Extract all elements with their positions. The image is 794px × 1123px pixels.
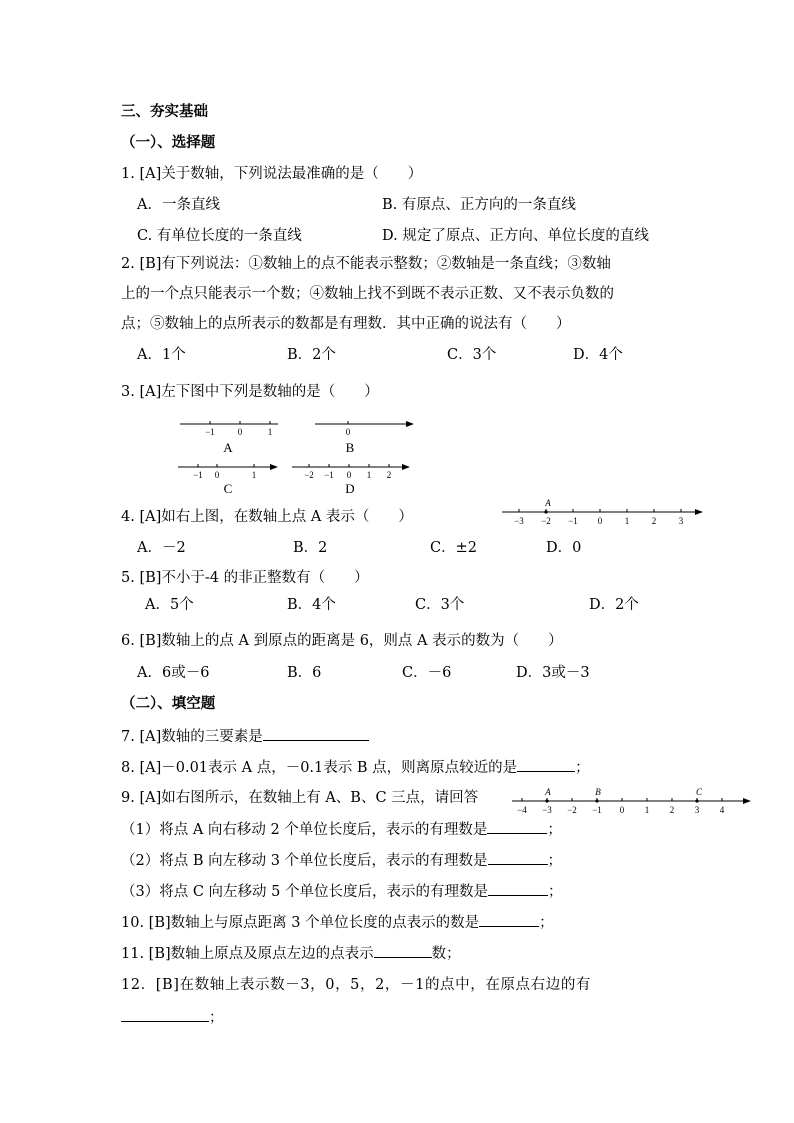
q3d-tick-5: 2 — [386, 470, 392, 480]
q9-stem: 9. [A]如右图所示，在数轴上有 A、B、C 三点，请回答 — [121, 790, 479, 806]
q9-sub3-blank[interactable] — [488, 881, 548, 896]
q3-fig-d — [292, 464, 410, 496]
q4-point-a — [544, 510, 547, 513]
q2-option-a: A．1个 — [137, 347, 186, 363]
q12-line1: 12．[B]在数轴上表示数－3，0，5，2，－1的点中，在原点右边的有 — [121, 977, 592, 993]
q9-tick: −3 — [542, 805, 552, 815]
q10-text: 10. [B]数轴上与原点距离 3 个单位长度的点表示的数是 — [121, 915, 480, 931]
q4-option-b: B．2 — [293, 540, 328, 556]
q4-tick: −1 — [568, 516, 578, 526]
q6-option-a: A．6或－6 — [137, 665, 210, 681]
q10 — [121, 912, 554, 933]
q1-option-c: C. 有单位长度的一条直线 — [137, 228, 302, 244]
q12-tail: ； — [209, 1010, 224, 1026]
q4-tick: 0 — [597, 516, 603, 526]
q9-sub1-text: （1）将点 A 向右移动 2 个单位长度后，表示的有理数是 — [121, 822, 488, 838]
q4-option-c: C．±2 — [430, 540, 477, 556]
q1-option-b: B. 有原点、正方向的一条直线 — [382, 197, 576, 213]
section-title: 三、夯实基础 — [121, 103, 208, 120]
q3-fig-b — [315, 421, 414, 455]
q4-option-d: D．0 — [546, 540, 582, 556]
q4-tick: −3 — [514, 516, 524, 526]
q3-stem: 3. [A]左下图中下列是数轴的是（ ） — [121, 384, 379, 400]
q9-sub1-blank[interactable] — [487, 819, 547, 834]
q3-fig-c — [178, 464, 278, 496]
q9-tick: −2 — [567, 805, 577, 815]
q2-line1: 2. [B]有下列说法：①数轴上的点不能表示整数；②数轴是一条直线；③数轴 — [121, 256, 611, 272]
q4-option-a: A．－2 — [137, 540, 186, 556]
q11 — [121, 943, 461, 964]
q4-number-line — [500, 497, 710, 529]
q3d-tick-3: 0 — [346, 470, 352, 480]
q3b-tick-1: 0 — [345, 427, 351, 437]
q3d-label: D — [345, 481, 355, 496]
q3c-tick-3: 1 — [251, 470, 257, 480]
q6-option-c: C．－6 — [402, 665, 452, 681]
q6-option-b: B．6 — [287, 665, 322, 681]
q3c-tick-1: −1 — [193, 470, 203, 480]
q10-tail: ； — [539, 915, 554, 931]
q9-number-line — [510, 786, 760, 820]
q9-sub3-text: （3）将点 C 向左移动 5 个单位长度后，表示的有理数是 — [121, 884, 488, 900]
q4-tick: 1 — [624, 516, 630, 526]
q3d-tick-4: 1 — [366, 470, 372, 480]
q6-option-d: D．3或－3 — [516, 665, 590, 681]
q9-point-b — [595, 799, 598, 802]
q5-option-c: C．3个 — [415, 597, 465, 613]
q2-option-d: D．4个 — [573, 347, 623, 363]
q10-answer-blank[interactable] — [479, 912, 539, 927]
q1-stem: 1. [A]关于数轴，下列说法最准确的是（ ） — [121, 166, 423, 182]
q9-sub2-text: （2）将点 B 向左移动 3 个单位长度后，表示的有理数是 — [121, 853, 488, 869]
q9-sub2-blank[interactable] — [488, 850, 548, 865]
q8-text: 8. [A]－0.01表示 A 点，－0.1表示 B 点，则离原点较近的是 — [121, 760, 518, 776]
q12-line2 — [121, 1007, 224, 1028]
q8-answer-blank[interactable] — [517, 757, 575, 772]
q5-option-d: D．2个 — [589, 597, 639, 613]
q5-option-a: A．5个 — [145, 597, 194, 613]
q3-figures — [170, 412, 420, 500]
part2-title: （二）、填空题 — [121, 695, 216, 712]
q9-point-a-label: A — [545, 787, 551, 797]
q9-tick: −1 — [592, 805, 602, 815]
q2-line2: 上的一个点只能表示一个数；④数轴上找不到既不表示正数、又不表示负数的 — [121, 286, 614, 302]
q4-stem: 4. [A]如右上图，在数轴上点 A 表示（ ） — [121, 509, 413, 525]
q3a-tick-2: 0 — [237, 427, 243, 437]
q4-tick: 3 — [678, 516, 684, 526]
q7 — [121, 726, 369, 747]
q9-tick: 4 — [719, 805, 725, 815]
part1-title: （一）、选择题 — [121, 134, 216, 151]
q8 — [121, 757, 590, 778]
q9-tick: −4 — [517, 805, 527, 815]
q9-point-b-label: B — [595, 787, 601, 797]
q3a-tick-3: 1 — [267, 427, 273, 437]
q9-sub2 — [121, 850, 562, 871]
q9-tick: 1 — [644, 805, 650, 815]
q3d-tick-2: −1 — [324, 470, 334, 480]
q12-answer-blank[interactable] — [121, 1007, 209, 1022]
q3b-label: B — [345, 440, 355, 455]
q3a-tick-1: −1 — [205, 427, 215, 437]
q2-option-c: C．3个 — [447, 347, 497, 363]
q1-option-d: D. 规定了原点、正方向、单位长度的直线 — [382, 228, 649, 244]
q3c-tick-2: 0 — [214, 470, 220, 480]
q2-line3: 点；⑤数轴上的点所表示的数都是有理数．其中正确的说法有（ ） — [121, 316, 571, 332]
q9-tick: 3 — [694, 805, 700, 815]
q2-option-b: B．2个 — [287, 347, 336, 363]
q7-answer-blank[interactable] — [263, 726, 369, 741]
q6-stem: 6. [B]数轴上的点 A 到原点的距离是 6，则点 A 表示的数为（ ） — [121, 633, 563, 649]
q5-stem: 5. [B]不小于-4 的非正整数有（ ） — [121, 570, 369, 586]
q5-option-b: B．4个 — [287, 597, 336, 613]
q11-tail: 数； — [431, 946, 461, 962]
q9-sub3 — [121, 881, 562, 902]
q9-tick: 2 — [669, 805, 675, 815]
q3d-tick-1: −2 — [304, 470, 314, 480]
q4-tick: −2 — [541, 516, 551, 526]
q9-sub1 — [121, 819, 562, 840]
q9-sub2-tail: ； — [547, 853, 563, 869]
q4-tick: 2 — [651, 516, 657, 526]
q4-point-label: A — [545, 498, 551, 508]
q9-tick: 0 — [619, 805, 625, 815]
q9-sub1-tail: ； — [547, 822, 562, 838]
q3c-label: C — [223, 481, 233, 496]
q11-text: 11. [B]数轴上原点及原点左边的点表示 — [121, 946, 374, 962]
q1-option-a: A．一条直线 — [137, 197, 220, 213]
q3-fig-a — [180, 421, 278, 455]
q11-answer-blank[interactable] — [374, 943, 432, 958]
q3a-label: A — [223, 440, 233, 455]
q8-tail: ； — [575, 760, 590, 776]
q7-text: 7. [A]数轴的三要素是 — [121, 729, 263, 745]
q9-sub3-tail: ； — [547, 884, 563, 900]
q9-point-c — [695, 799, 698, 802]
q9-point-c-label: C — [695, 787, 703, 797]
q9-point-a — [545, 799, 548, 802]
